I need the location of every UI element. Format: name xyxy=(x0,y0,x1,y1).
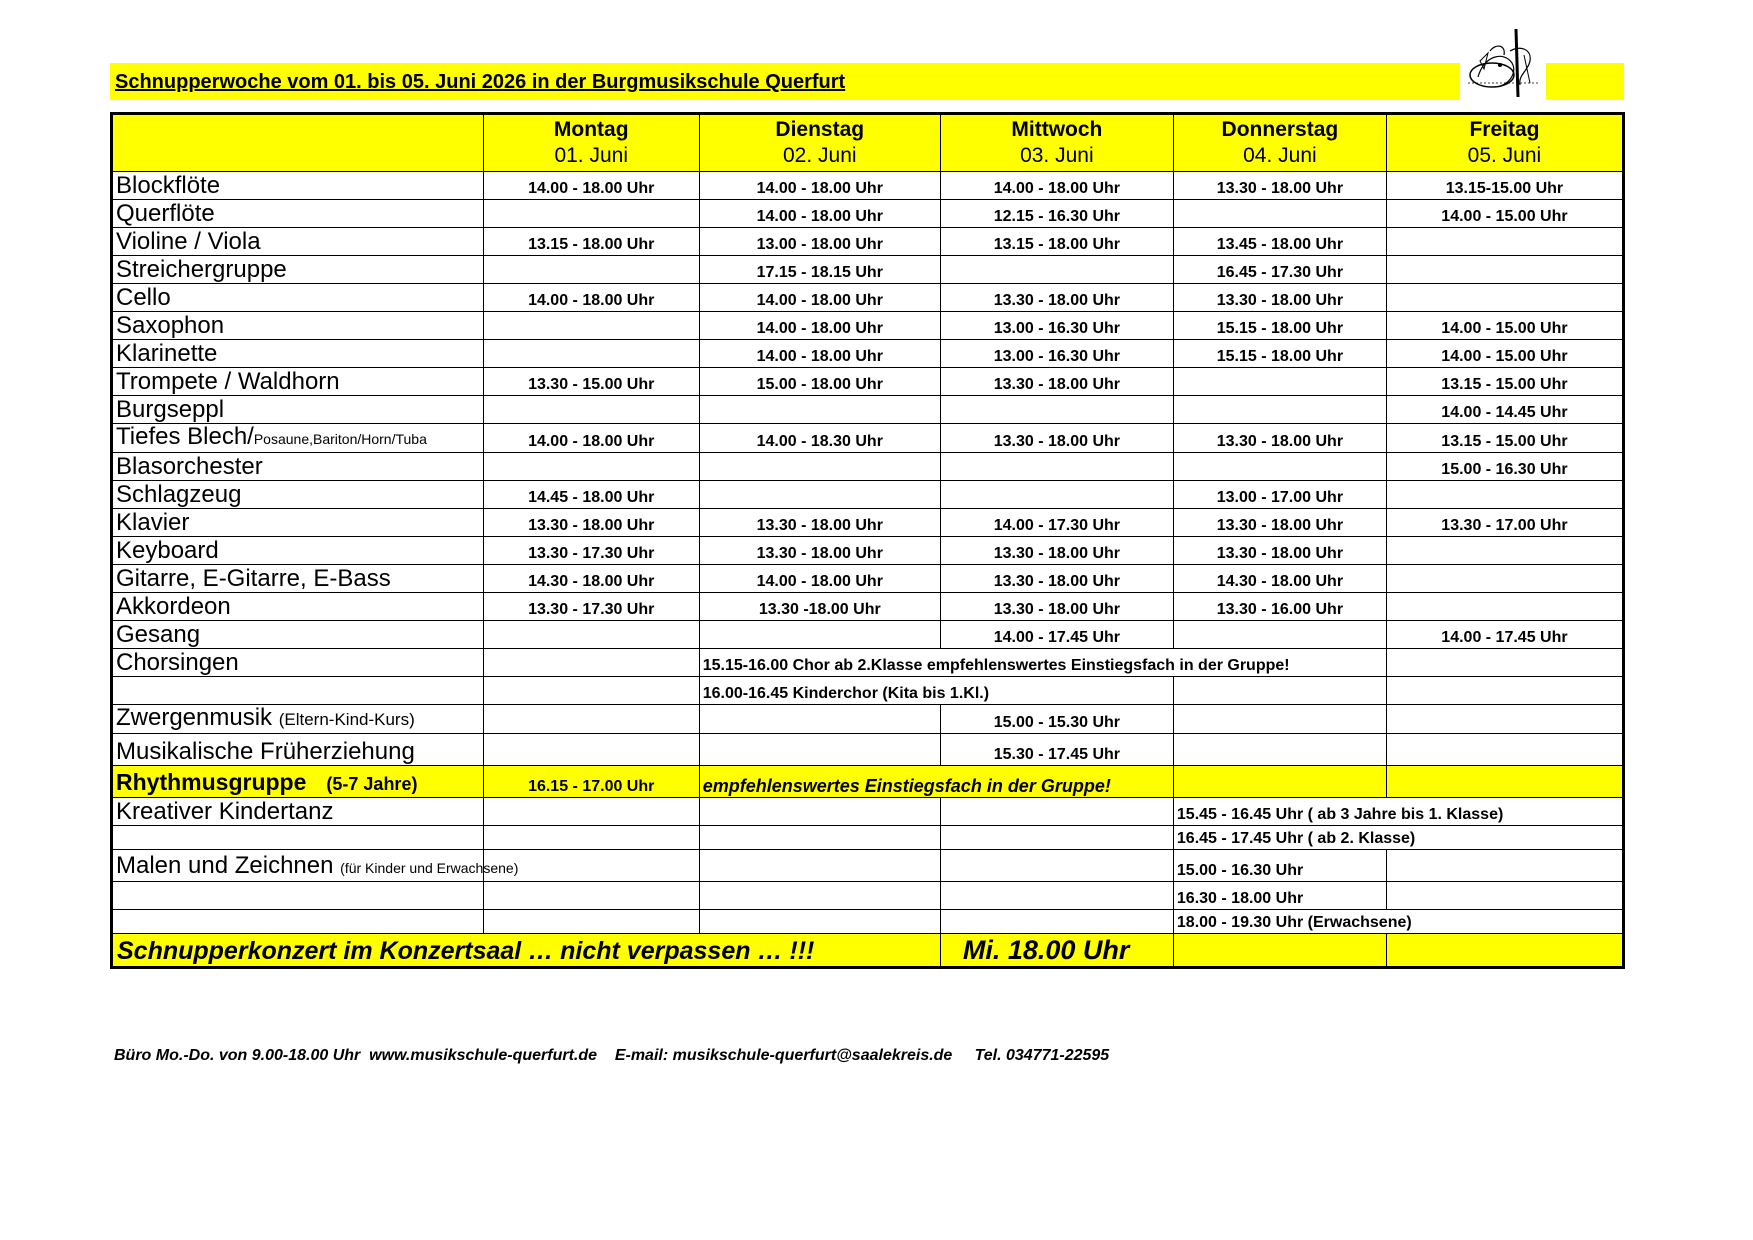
table-row-kindertanz-2 xyxy=(112,826,1624,850)
time-cell xyxy=(1386,228,1623,256)
course-name: Schlagzeug xyxy=(112,481,484,509)
time-cell: 13.30 - 18.00 Uhr xyxy=(483,509,699,537)
course-name: Kreativer Kindertanz xyxy=(112,798,484,826)
course-name: Burgseppl xyxy=(112,396,484,424)
day-header-monday: Montag 01. Juni xyxy=(483,114,699,172)
time-cell: 13.00 - 16.30 Uhr xyxy=(940,340,1173,368)
footer-contact xyxy=(114,1047,1109,1065)
course-name: Zwergenmusik (Eltern-Kind-Kurs) xyxy=(112,705,484,734)
time-cell: 14.00 - 17.45 Uhr xyxy=(1386,621,1623,649)
table-row xyxy=(112,593,1624,621)
time-cell: 13.30 - 18.00 Uhr xyxy=(1173,284,1386,312)
time-cell: 13.00 - 17.00 Uhr xyxy=(1173,481,1386,509)
time-cell: 13.30 - 18.00 Uhr xyxy=(1173,509,1386,537)
time-cell xyxy=(483,200,699,228)
course-name: Musikalische Früherziehung xyxy=(112,734,484,766)
time-cell: 15.00 - 18.00 Uhr xyxy=(699,368,940,396)
table-row-chorsingen xyxy=(112,649,1624,677)
time-cell xyxy=(940,256,1173,284)
time-cell: 15.00 - 16.30 Uhr xyxy=(1386,453,1623,481)
time-cell: 14.00 - 14.45 Uhr xyxy=(1386,396,1623,424)
time-cell: 13.15 - 15.00 Uhr xyxy=(1386,424,1623,453)
time-cell xyxy=(699,621,940,649)
course-name: Trompete / Waldhorn xyxy=(112,368,484,396)
course-name: Cello xyxy=(112,284,484,312)
table-row xyxy=(112,312,1624,340)
time-cell: 13.30 - 18.00 Uhr xyxy=(940,368,1173,396)
table-row xyxy=(112,537,1624,565)
time-cell: 14.00 - 18.00 Uhr xyxy=(940,172,1173,200)
time-cell: 15.00 - 15.30 Uhr xyxy=(940,705,1173,734)
table-row-frueherziehung xyxy=(112,734,1624,766)
concert-row xyxy=(112,934,1624,968)
time-cell: 14.00 - 18.00 Uhr xyxy=(699,340,940,368)
time-cell: 13.30 - 18.00 Uhr xyxy=(1173,537,1386,565)
time-cell: 14.00 - 18.00 Uhr xyxy=(699,172,940,200)
course-name: Malen und Zeichnen (für Kinder und Erwachsene) xyxy=(112,850,484,882)
time-cell: 13.30 - 18.00 Uhr xyxy=(1173,424,1386,453)
time-cell xyxy=(1386,481,1623,509)
music-school-logo-icon xyxy=(1460,25,1546,101)
rhythmus-note: empfehlenswertes Einstiegsfach in der Gruppe! xyxy=(699,766,1173,798)
time-cell xyxy=(1173,453,1386,481)
table-row xyxy=(112,172,1624,200)
time-cell xyxy=(1386,593,1623,621)
time-cell: 13.15 - 18.00 Uhr xyxy=(940,228,1173,256)
time-cell: 13.30 - 17.30 Uhr xyxy=(483,593,699,621)
table-row-chorsingen-2 xyxy=(112,677,1624,705)
time-cell xyxy=(1386,565,1623,593)
table-row xyxy=(112,200,1624,228)
course-name: Chorsingen xyxy=(112,649,484,677)
course-name: Streichergruppe xyxy=(112,256,484,284)
concert-label: Schnupperkonzert im Konzertsaal … nicht verpassen … !!! xyxy=(112,934,941,968)
time-cell xyxy=(940,453,1173,481)
time-cell: 13.15 - 18.00 Uhr xyxy=(483,228,699,256)
time-cell xyxy=(940,481,1173,509)
time-cell: 14.30 - 18.00 Uhr xyxy=(483,565,699,593)
time-cell: 13.00 - 18.00 Uhr xyxy=(699,228,940,256)
time-cell: 14.00 - 18.00 Uhr xyxy=(483,284,699,312)
time-cell xyxy=(1386,284,1623,312)
malen-time-3: 18.00 - 19.30 Uhr (Erwachsene) xyxy=(1173,910,1623,934)
course-name: Rhythmusgruppe (5-7 Jahre) xyxy=(112,766,484,798)
time-cell: 13.30 - 18.00 Uhr xyxy=(940,593,1173,621)
time-cell xyxy=(1173,200,1386,228)
course-name: Gesang xyxy=(112,621,484,649)
time-cell: 14.00 - 18.00 Uhr xyxy=(699,200,940,228)
course-name: Klarinette xyxy=(112,340,484,368)
table-row xyxy=(112,368,1624,396)
time-cell xyxy=(699,453,940,481)
time-cell xyxy=(483,340,699,368)
time-cell: 14.00 - 18.00 Uhr xyxy=(483,424,699,453)
table-row-zwergenmusik xyxy=(112,705,1624,734)
time-cell: 14.00 - 17.45 Uhr xyxy=(940,621,1173,649)
time-cell: 13.30 -18.00 Uhr xyxy=(699,593,940,621)
office-hours: Büro Mo.-Do. von 9.00-18.00 Uhr xyxy=(114,1047,361,1064)
table-row xyxy=(112,284,1624,312)
time-cell: 16.30 - 18.00 Uhr xyxy=(1173,882,1386,910)
time-cell: 13.15-15.00 Uhr xyxy=(1386,172,1623,200)
time-cell xyxy=(699,481,940,509)
time-cell xyxy=(940,396,1173,424)
course-name: Querflöte xyxy=(112,200,484,228)
table-row xyxy=(112,396,1624,424)
table-row-kindertanz xyxy=(112,798,1624,826)
time-cell: 13.30 - 18.00 Uhr xyxy=(940,565,1173,593)
time-cell: 13.30 - 18.00 Uhr xyxy=(1173,172,1386,200)
time-cell: 13.30 - 17.00 Uhr xyxy=(1386,509,1623,537)
course-name: Saxophon xyxy=(112,312,484,340)
course-name: Klavier xyxy=(112,509,484,537)
time-cell: 17.15 - 18.15 Uhr xyxy=(699,256,940,284)
time-cell: 12.15 - 16.30 Uhr xyxy=(940,200,1173,228)
header-row xyxy=(112,114,1624,172)
time-cell xyxy=(483,621,699,649)
time-cell: 13.15 - 15.00 Uhr xyxy=(1386,368,1623,396)
course-name: Keyboard xyxy=(112,537,484,565)
course-name: Blasorchester xyxy=(112,453,484,481)
header-empty-cell xyxy=(112,114,484,172)
time-cell: 13.30 - 18.00 Uhr xyxy=(940,284,1173,312)
time-cell: 16.15 - 17.00 Uhr xyxy=(483,766,699,798)
time-cell xyxy=(1386,256,1623,284)
table-row xyxy=(112,228,1624,256)
time-cell xyxy=(483,453,699,481)
course-name: Violine / Viola xyxy=(112,228,484,256)
time-cell: 14.45 - 18.00 Uhr xyxy=(483,481,699,509)
table-row xyxy=(112,256,1624,284)
table-row xyxy=(112,565,1624,593)
course-name: Blockflöte xyxy=(112,172,484,200)
time-cell: 14.00 - 18.00 Uhr xyxy=(483,172,699,200)
course-name: Tiefes Blech/Posaune,Bariton/Horn/Tuba xyxy=(112,424,484,453)
time-cell: 14.00 - 18.30 Uhr xyxy=(699,424,940,453)
table-row-malen-3 xyxy=(112,910,1624,934)
time-cell: 15.15 - 18.00 Uhr xyxy=(1173,340,1386,368)
phone-number: Tel. 034771-22595 xyxy=(974,1047,1110,1064)
time-cell: 16.45 - 17.30 Uhr xyxy=(1173,256,1386,284)
page-title: Schnupperwoche vom 01. bis 05. Juni 2026 in der Burgmusikschule Querfurt xyxy=(115,71,846,93)
kindertanz-time-1: 15.45 - 16.45 Uhr ( ab 3 Jahre bis 1. Klasse) xyxy=(1173,798,1623,826)
time-cell: 13.30 - 18.00 Uhr xyxy=(699,509,940,537)
table-row xyxy=(112,509,1624,537)
time-cell: 14.00 - 17.30 Uhr xyxy=(940,509,1173,537)
schedule-table xyxy=(110,112,1625,969)
time-cell: 14.00 - 18.00 Uhr xyxy=(699,312,940,340)
table-row-rhythmusgruppe xyxy=(112,766,1624,798)
chorsingen-time-1: 15.15-16.00 Chor ab 2.Klasse empfehlenswertes Einstiegsfach in der Gruppe! xyxy=(699,649,1386,677)
time-cell: 13.45 - 18.00 Uhr xyxy=(1173,228,1386,256)
table-row xyxy=(112,453,1624,481)
time-cell: 14.00 - 18.00 Uhr xyxy=(699,565,940,593)
table-row xyxy=(112,340,1624,368)
time-cell: 15.15 - 18.00 Uhr xyxy=(1173,312,1386,340)
time-cell xyxy=(1173,368,1386,396)
course-name: Gitarre, E-Gitarre, E-Bass xyxy=(112,565,484,593)
day-header-thursday: Donnerstag 04. Juni xyxy=(1173,114,1386,172)
time-cell: 13.30 - 17.30 Uhr xyxy=(483,537,699,565)
time-cell: 13.30 - 18.00 Uhr xyxy=(940,424,1173,453)
time-cell: 13.30 - 16.00 Uhr xyxy=(1173,593,1386,621)
time-cell xyxy=(483,312,699,340)
table-row-malen xyxy=(112,850,1624,882)
time-cell xyxy=(699,396,940,424)
time-cell: 13.00 - 16.30 Uhr xyxy=(940,312,1173,340)
time-cell: 14.00 - 15.00 Uhr xyxy=(1386,200,1623,228)
concert-time: Mi. 18.00 Uhr xyxy=(940,934,1173,968)
time-cell: 14.00 - 18.00 Uhr xyxy=(699,284,940,312)
chorsingen-time-2: 16.00-16.45 Kinderchor (Kita bis 1.Kl.) xyxy=(699,677,1173,705)
time-cell: 14.30 - 18.00 Uhr xyxy=(1173,565,1386,593)
course-name: Akkordeon xyxy=(112,593,484,621)
time-cell: 15.00 - 16.30 Uhr xyxy=(1173,850,1386,882)
time-cell xyxy=(1173,621,1386,649)
time-cell: 14.00 - 15.00 Uhr xyxy=(1386,340,1623,368)
table-row-malen-2 xyxy=(112,882,1624,910)
table-row xyxy=(112,621,1624,649)
time-cell xyxy=(483,396,699,424)
time-cell xyxy=(1173,396,1386,424)
website-link[interactable]: www.musikschule-querfurt.de xyxy=(369,1047,598,1064)
time-cell xyxy=(483,256,699,284)
email-link[interactable]: E-mail: musikschule-querfurt@saalekreis.de xyxy=(614,1047,953,1064)
day-header-tuesday: Dienstag 02. Juni xyxy=(699,114,940,172)
time-cell: 14.00 - 15.00 Uhr xyxy=(1386,312,1623,340)
time-cell xyxy=(1386,537,1623,565)
table-row xyxy=(112,481,1624,509)
table-row xyxy=(112,424,1624,453)
time-cell: 13.30 - 15.00 Uhr xyxy=(483,368,699,396)
kindertanz-time-2: 16.45 - 17.45 Uhr ( ab 2. Klasse) xyxy=(1173,826,1623,850)
title-bar xyxy=(110,63,1624,100)
day-header-wednesday: Mittwoch 03. Juni xyxy=(940,114,1173,172)
day-header-friday: Freitag 05. Juni xyxy=(1386,114,1623,172)
time-cell: 13.30 - 18.00 Uhr xyxy=(699,537,940,565)
time-cell: 15.30 - 17.45 Uhr xyxy=(940,734,1173,766)
time-cell: 13.30 - 18.00 Uhr xyxy=(940,537,1173,565)
